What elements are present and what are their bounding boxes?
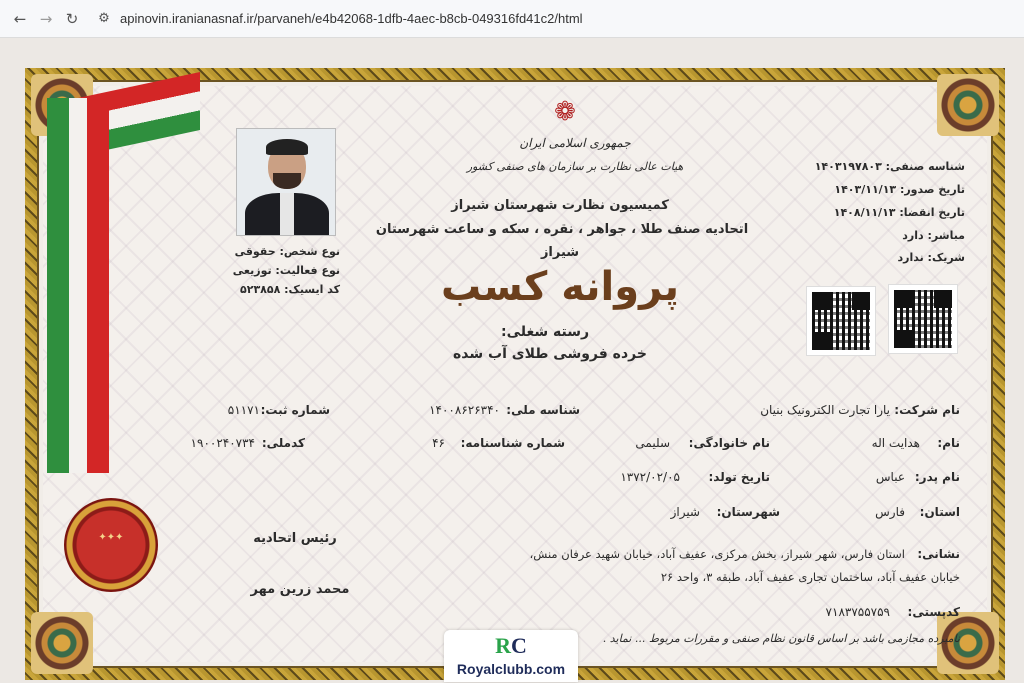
direct-status: مباشر: دارد: [902, 229, 965, 242]
address-line1: استان فارس، شهر شیراز، بخش مرکزی، عفیف آباد، خیابان شهید عرفان منش،: [529, 547, 905, 561]
qr-code-icon: [806, 286, 876, 356]
signature-name: محمد زرین مهر: [250, 582, 350, 597]
union-title-line2: شیراز: [540, 245, 580, 260]
ministry-seal-icon: ✦✦✦: [64, 498, 158, 592]
name-label: نام:: [937, 436, 960, 450]
company-value: یارا تجارت الکترونیک بنیان: [760, 403, 890, 417]
union-title-line1: اتحادیه صنف طلا ، جواهر ، نقره ، سکه و ساعت شهرستان: [375, 222, 749, 237]
issue-date: تاریخ صدور: ۱۴۰۳/۱۱/۱۳: [834, 183, 965, 196]
person-type: نوع شخص: حقوقی: [234, 245, 340, 258]
category-label: رسته شغلی:: [500, 324, 590, 340]
license-title: پروانه کسب: [441, 264, 679, 310]
isic-code: کد ایسیک: ۵۲۳۸۵۸: [240, 283, 340, 296]
birth-label: تاریخ تولد:: [708, 470, 770, 484]
watermark-badge: [444, 630, 578, 682]
father-label: نام پدر:: [914, 470, 960, 484]
iran-flag-ribbon-icon: [47, 98, 107, 473]
province-label: استان:: [919, 505, 960, 519]
melli-code-value: ۱۹۰۰۲۴۰۷۳۴: [190, 436, 255, 450]
forward-arrow-icon[interactable]: →: [39, 10, 53, 28]
postal-value: ۷۱۸۳۷۵۵۷۵۹: [825, 605, 890, 619]
watermark-site: Royalclubb.com: [456, 661, 566, 677]
site-settings-icon[interactable]: ⚙: [98, 11, 110, 26]
father-value: عباس: [875, 470, 905, 484]
id-no-label: شماره شناسنامه:: [460, 436, 565, 450]
board-title: هیات عالی نظارت بر سازمان های صنفی کشور: [466, 160, 684, 173]
reg-no-value: ۵۱۱۷۱: [227, 403, 260, 417]
republic-title: جمهوری اسلامی ایران: [519, 136, 631, 150]
national-id-label: شناسه ملی:: [506, 403, 580, 417]
corner-ornament-icon: [31, 612, 93, 674]
signature-role: رئیس اتحادیه: [253, 531, 337, 546]
national-id-value: ۱۴۰۰۸۶۲۶۳۴۰: [429, 403, 500, 417]
back-arrow-icon[interactable]: ←: [13, 10, 27, 28]
reload-icon[interactable]: ↻: [65, 10, 79, 28]
city-label: شهرستان:: [716, 505, 780, 519]
family-value: سلیمی: [635, 436, 670, 450]
address-bar[interactable]: apinovin.iranianasnaf.ir/parvaneh/e4b42068-1dfb-4aec-b8cb-049316fd41c2/html: [120, 11, 583, 26]
partner-status: شریک: ندارد: [897, 251, 965, 264]
address-line2: خیابان عفیف آباد، ساختمان تجاری عفیف آباد، طبقه ۳، واحد ۲۶: [660, 570, 960, 584]
expiry-date: تاریخ انقضا: ۱۴۰۸/۱۱/۱۳: [833, 206, 965, 219]
corner-ornament-icon: [937, 74, 999, 136]
royalclubb-logo-icon: RC: [495, 633, 527, 658]
postal-label: کدپستی:: [907, 605, 960, 619]
city-value: شیراز: [670, 505, 700, 519]
address-label: نشانی:: [917, 547, 960, 561]
family-label: نام خانوادگی:: [688, 436, 770, 450]
person-photo: [236, 128, 336, 236]
company-label: نام شرکت:: [894, 403, 960, 417]
category-value: خرده فروشی طلای آب شده: [453, 346, 647, 362]
qr-code-icon: [888, 284, 958, 354]
browser-toolbar: [0, 0, 1024, 38]
commission-title: کمیسیون نظارت شهرستان شیراز: [451, 198, 669, 213]
id-no-value: ۴۶: [432, 436, 445, 450]
iran-emblem-icon: ❁: [554, 97, 576, 127]
birth-value: ۱۳۷۲/۰۲/۰۵: [620, 470, 680, 484]
reg-no-label: شماره ثبت:: [260, 403, 330, 417]
melli-code-label: کدملی:: [261, 436, 305, 450]
name-value: هدایت اله: [871, 436, 920, 450]
activity-type: نوع فعالیت: توزیعی: [232, 264, 340, 277]
footer-note: نامبرده مجازمی باشد بر اساس قانون نظام صنفی و مقررات مربوط ... نماید .: [602, 632, 960, 645]
guild-id: شناسه صنفی: ۱۴۰۳۱۹۷۸۰۳: [814, 160, 965, 173]
province-value: فارس: [875, 505, 905, 519]
